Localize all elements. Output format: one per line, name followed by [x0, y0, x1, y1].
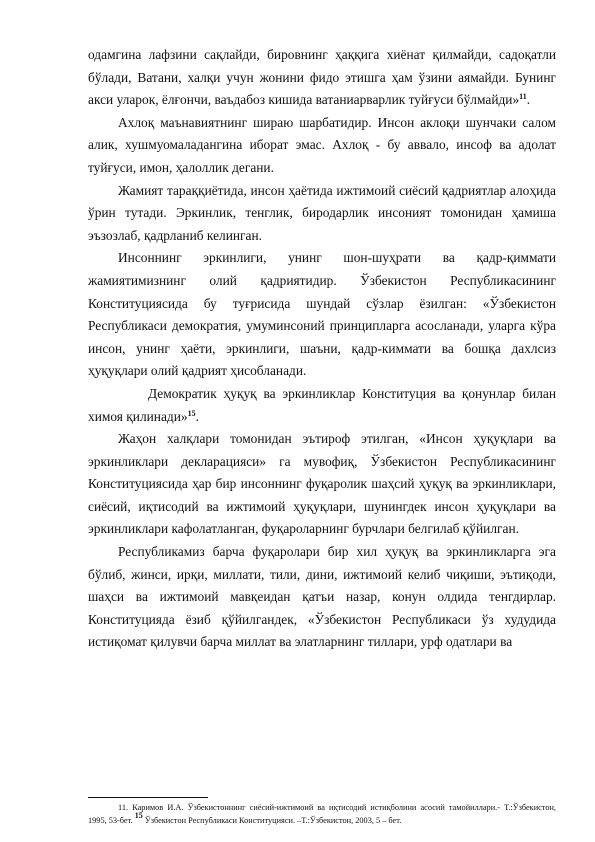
footnote-15: Ўзбекистон Республикаси Конституцияси. –Т.:Ўзбекистон, 2003, 5 – бет.: [142, 815, 402, 825]
footnote-11: 11. Каримов И.А. Ўзбекистоннинг сиёсий-ижтимоий ва иқтисодий истиқболини асосий тамойиллари.- Т.:Ўзбекистон, 1995, 53-бет.: [88, 803, 556, 825]
paragraph-4: Инсоннинг эркинлиги, унинг шон-шуҳрати ва қадр-қиммати жамиятимизнинг олий қадриятидир. Ўзбекистон Республикасининг Конституциясида бу туғрисида шундай сўзлар ёзилган: «Ўзбекистон Республикаси демократия, умуминсоний принципларга асосланади, уларга кўра инсон, унинг ҳаёти, эркинлиги, шаъни, қадр-киммати ва бошқа дахлсиз ҳуқуқлари олий қадрият ҳисобланади.: [88, 250, 556, 379]
footnote-ref-15[interactable]: 15: [187, 408, 196, 418]
paragraph-2: Ахлоқ маънавиятнинг шираю шарбатидир. Инсон аклоқи шунчаки салом алик, хушмуомаладангина иборат эмас. Ахлоқ - бу аввало, инсоф ва адолат туйғуси, имон, ҳалоллик дегани.: [88, 114, 556, 175]
paragraph-5: Демократик ҳуқуқ ва эркинликлар Конституция ва қонунлар билан химоя қилинади»$^{15}$.: [88, 385, 556, 424]
footnote-divider: [88, 797, 208, 798]
paragraph-6: Жаҳон халқлари томонидан эътироф этилган, «Инсон ҳуқуқлари ва эркинликлари декларацияси» га мувофиқ, Ўзбекистон Республикасининг Конституциясида ҳар бир инсоннинг фуқаролик шаҳсий ҳуқуқ ва эркинликлари, сиёсий, иқтисодий ва ижтимоий ҳуқуқлари, шунингдек инсон ҳуқуқлари ва эркинликлари кафолатланган, фуқароларнинг бурчлари белгилаб қўйилган.: [88, 431, 556, 537]
footnote-ref-11[interactable]: 11: [519, 92, 527, 102]
footnotes: [88, 802, 556, 827]
footnote-15-marker: 15: [134, 810, 143, 820]
body-text: [88, 44, 556, 654]
paragraph-1: одамгина лафзини сақлайди, бировнинг ҳаққига хиёнат қилмайди, садоқатли бўлади, Ватани, халқи учун жонини фидо этишга ҳам ўзини аямайди. Бунинг акси уларок, ёлғончи, ваъдабоз кишида ватаниарварлик туйғуси бўлмайди»$^{11}$.: [88, 47, 556, 108]
paragraph-7: Республикамиз барча фуқаролари бир хил ҳуқуқ ва эркинликларга эга бўлиб, жинси, ирқи, миллати, тили, дини, ижтимоий келиб чиқиши, эътиқоди, шаҳси ва ижтимоий мавқеидан қатъи назар, конун олдида тенгдирлар. Конституцияда ёзиб қўйилгандек, «Ўзбекистон Республикаси ўз худудида истиқомат қилувчи барча миллат ва элатларнинг тиллари, урф одатлари ва: [88, 544, 556, 650]
paragraph-3: Жамият тараққиётида, инсон ҳаётида ижтимоий сиёсий қадриятлар алоҳида ўрин тутади. Эркинлик, тенглик, биродарлик инсоният томонидан ҳамиша эъзозлаб, қадрланиб келинган.: [88, 182, 556, 243]
